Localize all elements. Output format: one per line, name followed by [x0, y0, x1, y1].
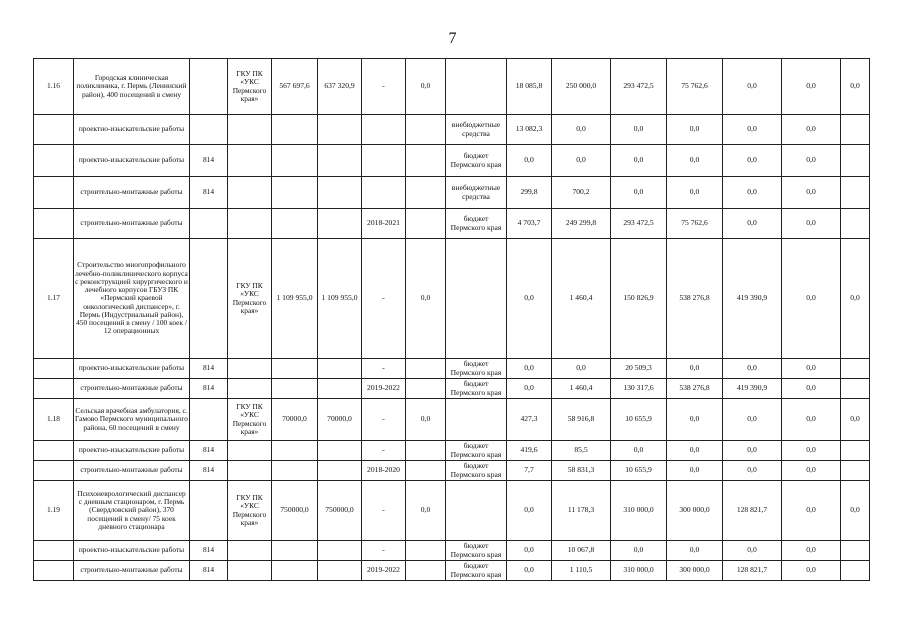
- cell-year-2018: 0,0: [552, 145, 611, 177]
- cell-year-2023: [841, 461, 870, 481]
- cell-year-2017: 18 085,8: [507, 59, 552, 115]
- cell-period: -: [362, 399, 406, 441]
- cell-year-2021: 0,0: [723, 177, 782, 209]
- cell-year-2018: 85,5: [552, 441, 611, 461]
- cell-year-2023: [841, 541, 870, 561]
- cell-year-2019: 293 472,5: [611, 59, 667, 115]
- cell-item-number: 1.16: [34, 59, 74, 115]
- cell-year-2019: 150 826,9: [611, 239, 667, 359]
- cell-year-2020: 0,0: [667, 441, 723, 461]
- cell-item-number: 1.18: [34, 399, 74, 441]
- cell-funding-source: бюджет Пермского края: [446, 359, 507, 379]
- cell-year-2022: 0,0: [782, 561, 841, 581]
- cell-estimated-cost: [272, 177, 318, 209]
- cell-value-h: 0,0: [406, 239, 446, 359]
- cell-item-number: [34, 441, 74, 461]
- cell-year-2022: 0,0: [782, 481, 841, 541]
- cell-cost-limit: [318, 561, 362, 581]
- cell-year-2021: 419 390,9: [723, 239, 782, 359]
- cell-kbk-code: 814: [190, 561, 228, 581]
- cell-object-name: проектно-изыскательские работы: [74, 145, 190, 177]
- cell-year-2017: 0,0: [507, 145, 552, 177]
- cell-kbk-code: 814: [190, 461, 228, 481]
- cell-year-2021: 128 821,7: [723, 561, 782, 581]
- table-row: [34, 561, 870, 581]
- cell-value-h: [406, 209, 446, 239]
- cell-item-number: [34, 541, 74, 561]
- cell-year-2017: 4 703,7: [507, 209, 552, 239]
- budget-table: [33, 58, 870, 581]
- cell-estimated-cost: 750000,0: [272, 481, 318, 541]
- cell-year-2022: 0,0: [782, 239, 841, 359]
- cell-cost-limit: [318, 209, 362, 239]
- cell-year-2019: 0,0: [611, 541, 667, 561]
- cell-year-2020: 75 762,6: [667, 209, 723, 239]
- cell-item-number: [34, 145, 74, 177]
- cell-kbk-code: [190, 239, 228, 359]
- cell-customer: [228, 359, 272, 379]
- cell-cost-limit: 750000,0: [318, 481, 362, 541]
- cell-object-name: проектно-изыскательские работы: [74, 441, 190, 461]
- cell-year-2019: 10 655,9: [611, 399, 667, 441]
- cell-year-2022: 0,0: [782, 541, 841, 561]
- cell-year-2018: 0,0: [552, 359, 611, 379]
- cell-year-2020: 0,0: [667, 145, 723, 177]
- cell-period: -: [362, 481, 406, 541]
- cell-period: -: [362, 441, 406, 461]
- cell-year-2023: [841, 561, 870, 581]
- cell-year-2020: 538 276,8: [667, 239, 723, 359]
- cell-year-2019: 310 000,0: [611, 561, 667, 581]
- cell-estimated-cost: [272, 561, 318, 581]
- cell-year-2020: 0,0: [667, 399, 723, 441]
- cell-year-2022: 0,0: [782, 145, 841, 177]
- cell-year-2017: 299,8: [507, 177, 552, 209]
- cell-funding-source: [446, 481, 507, 541]
- cell-funding-source: бюджет Пермского края: [446, 441, 507, 461]
- cell-period: 2018-2020: [362, 461, 406, 481]
- cell-year-2017: 0,0: [507, 541, 552, 561]
- cell-year-2019: 0,0: [611, 145, 667, 177]
- cell-year-2018: 11 178,3: [552, 481, 611, 541]
- cell-item-number: 1.17: [34, 239, 74, 359]
- cell-kbk-code: 814: [190, 177, 228, 209]
- cell-customer: ГКУ ПК «УКС Пермского края»: [228, 481, 272, 541]
- cell-year-2017: 13 082,3: [507, 115, 552, 145]
- cell-period: [362, 177, 406, 209]
- cell-cost-limit: [318, 441, 362, 461]
- cell-funding-source: бюджет Пермского края: [446, 145, 507, 177]
- cell-year-2021: 0,0: [723, 145, 782, 177]
- table-row: [34, 461, 870, 481]
- cell-object-name: проектно-изыскательские работы: [74, 359, 190, 379]
- cell-kbk-code: [190, 481, 228, 541]
- cell-year-2022: 0,0: [782, 209, 841, 239]
- cell-customer: ГКУ ПК «УКС Пермского края»: [228, 59, 272, 115]
- cell-period: [362, 145, 406, 177]
- cell-year-2021: 419 390,9: [723, 379, 782, 399]
- cell-object-name: проектно-изыскательские работы: [74, 115, 190, 145]
- cell-year-2022: 0,0: [782, 59, 841, 115]
- cell-year-2021: 0,0: [723, 441, 782, 461]
- page-number: 7: [448, 30, 457, 47]
- cell-year-2019: 0,0: [611, 177, 667, 209]
- cell-value-h: [406, 541, 446, 561]
- cell-year-2020: 538 276,8: [667, 379, 723, 399]
- table-row: [34, 239, 870, 359]
- cell-year-2017: 0,0: [507, 239, 552, 359]
- cell-year-2023: [841, 145, 870, 177]
- cell-year-2020: 0,0: [667, 541, 723, 561]
- cell-year-2021: 0,0: [723, 399, 782, 441]
- cell-value-h: [406, 115, 446, 145]
- cell-value-h: [406, 145, 446, 177]
- table-row: [34, 59, 870, 115]
- cell-year-2020: 0,0: [667, 359, 723, 379]
- cell-year-2023: 0,0: [841, 481, 870, 541]
- cell-funding-source: внебюджетные средства: [446, 115, 507, 145]
- cell-customer: [228, 177, 272, 209]
- cell-object-name: Строительство многопрофильного лечебно-поликлинического корпуса с реконструкцией хирургического и лечебного корпусов ГБУЗ ПК «Пермский краевой онкологический диспансер», г. Пермь (Индустриальный район), 450 посещений в смену / 100 коек / 12 операционных: [74, 239, 190, 359]
- cell-year-2018: 0,0: [552, 115, 611, 145]
- cell-object-name: строительно-монтажные работы: [74, 379, 190, 399]
- cell-year-2017: 0,0: [507, 481, 552, 541]
- cell-value-h: [406, 379, 446, 399]
- cell-value-h: [406, 359, 446, 379]
- cell-kbk-code: [190, 115, 228, 145]
- cell-year-2018: 58 916,8: [552, 399, 611, 441]
- cell-item-number: [34, 209, 74, 239]
- cell-object-name: проектно-изыскательские работы: [74, 541, 190, 561]
- cell-kbk-code: 814: [190, 379, 228, 399]
- cell-year-2022: 0,0: [782, 399, 841, 441]
- cell-cost-limit: 1 109 955,0: [318, 239, 362, 359]
- cell-funding-source: [446, 59, 507, 115]
- cell-estimated-cost: [272, 209, 318, 239]
- cell-cost-limit: [318, 177, 362, 209]
- cell-cost-limit: [318, 379, 362, 399]
- cell-funding-source: бюджет Пермского края: [446, 561, 507, 581]
- cell-object-name: строительно-монтажные работы: [74, 461, 190, 481]
- cell-year-2023: [841, 359, 870, 379]
- cell-cost-limit: [318, 359, 362, 379]
- cell-customer: ГКУ ПК «УКС Пермского края»: [228, 399, 272, 441]
- cell-period: 2018-2021: [362, 209, 406, 239]
- cell-year-2021: 0,0: [723, 115, 782, 145]
- cell-customer: [228, 115, 272, 145]
- cell-funding-source: [446, 399, 507, 441]
- cell-estimated-cost: [272, 461, 318, 481]
- table-row: [34, 359, 870, 379]
- cell-cost-limit: [318, 541, 362, 561]
- cell-year-2020: 300 000,0: [667, 481, 723, 541]
- cell-year-2017: 419,6: [507, 441, 552, 461]
- cell-year-2018: 1 460,4: [552, 239, 611, 359]
- cell-year-2023: [841, 441, 870, 461]
- cell-year-2019: 130 317,6: [611, 379, 667, 399]
- cell-value-h: [406, 561, 446, 581]
- cell-object-name: Психоневрологический диспансер с дневным стационаром, г. Пермь (Свердловский район), 370 посещений в смену/ 75 коек дневного стационара: [74, 481, 190, 541]
- cell-object-name: Городская клиническая поликлиника, г. Пермь (Ленинский район), 400 посещений в смену: [74, 59, 190, 115]
- cell-object-name: строительно-монтажные работы: [74, 561, 190, 581]
- cell-estimated-cost: [272, 145, 318, 177]
- cell-estimated-cost: 1 109 955,0: [272, 239, 318, 359]
- cell-year-2021: 0,0: [723, 461, 782, 481]
- cell-funding-source: бюджет Пермского края: [446, 461, 507, 481]
- cell-year-2021: 0,0: [723, 59, 782, 115]
- cell-period: -: [362, 59, 406, 115]
- table-row: [34, 379, 870, 399]
- cell-year-2021: 0,0: [723, 359, 782, 379]
- cell-estimated-cost: [272, 359, 318, 379]
- cell-year-2020: 0,0: [667, 461, 723, 481]
- cell-item-number: [34, 359, 74, 379]
- cell-object-name: строительно-монтажные работы: [74, 177, 190, 209]
- cell-year-2019: 0,0: [611, 115, 667, 145]
- cell-estimated-cost: [272, 379, 318, 399]
- cell-year-2017: 0,0: [507, 561, 552, 581]
- cell-period: -: [362, 359, 406, 379]
- cell-customer: [228, 541, 272, 561]
- cell-value-h: [406, 441, 446, 461]
- cell-year-2018: 700,2: [552, 177, 611, 209]
- cell-period: 2019-2022: [362, 379, 406, 399]
- cell-item-number: [34, 461, 74, 481]
- cell-estimated-cost: [272, 115, 318, 145]
- cell-funding-source: [446, 239, 507, 359]
- cell-cost-limit: [318, 145, 362, 177]
- table-row: [34, 541, 870, 561]
- cell-customer: [228, 209, 272, 239]
- cell-cost-limit: [318, 115, 362, 145]
- cell-year-2017: 0,0: [507, 379, 552, 399]
- cell-year-2020: 0,0: [667, 115, 723, 145]
- cell-year-2021: 0,0: [723, 541, 782, 561]
- table-row: [34, 209, 870, 239]
- cell-year-2018: 58 831,3: [552, 461, 611, 481]
- cell-kbk-code: 814: [190, 441, 228, 461]
- cell-customer: [228, 379, 272, 399]
- cell-period: [362, 115, 406, 145]
- table-row: [34, 481, 870, 541]
- cell-year-2022: 0,0: [782, 379, 841, 399]
- cell-year-2020: 0,0: [667, 177, 723, 209]
- cell-object-name: Сельская врачебная амбулатория, с. Гамово Пермского муниципального района, 60 посещений в смену: [74, 399, 190, 441]
- cell-period: -: [362, 541, 406, 561]
- cell-funding-source: бюджет Пермского края: [446, 379, 507, 399]
- cell-funding-source: бюджет Пермского края: [446, 209, 507, 239]
- cell-year-2022: 0,0: [782, 177, 841, 209]
- cell-year-2017: 7,7: [507, 461, 552, 481]
- cell-year-2023: [841, 115, 870, 145]
- cell-value-h: [406, 461, 446, 481]
- cell-year-2023: 0,0: [841, 399, 870, 441]
- cell-object-name: строительно-монтажные работы: [74, 209, 190, 239]
- cell-item-number: [34, 115, 74, 145]
- cell-year-2019: 20 509,3: [611, 359, 667, 379]
- cell-year-2020: 300 000,0: [667, 561, 723, 581]
- cell-customer: [228, 461, 272, 481]
- cell-year-2023: 0,0: [841, 59, 870, 115]
- cell-year-2023: [841, 379, 870, 399]
- cell-year-2019: 293 472,5: [611, 209, 667, 239]
- cell-year-2023: [841, 177, 870, 209]
- cell-year-2018: 10 067,8: [552, 541, 611, 561]
- cell-year-2018: 250 000,0: [552, 59, 611, 115]
- cell-year-2019: 0,0: [611, 441, 667, 461]
- table-row: [34, 145, 870, 177]
- cell-year-2017: 427,3: [507, 399, 552, 441]
- table-row: [34, 399, 870, 441]
- cell-cost-limit: 637 320,9: [318, 59, 362, 115]
- cell-value-h: 0,0: [406, 399, 446, 441]
- cell-year-2020: 75 762,6: [667, 59, 723, 115]
- cell-period: 2019-2022: [362, 561, 406, 581]
- cell-cost-limit: [318, 461, 362, 481]
- table-row: [34, 441, 870, 461]
- cell-year-2022: 0,0: [782, 359, 841, 379]
- table-row: [34, 177, 870, 209]
- cell-year-2023: [841, 209, 870, 239]
- cell-customer: [228, 145, 272, 177]
- cell-cost-limit: 70000,0: [318, 399, 362, 441]
- cell-customer: ГКУ ПК «УКС Пермского края»: [228, 239, 272, 359]
- cell-year-2022: 0,0: [782, 115, 841, 145]
- cell-year-2021: 128 821,7: [723, 481, 782, 541]
- cell-year-2022: 0,0: [782, 461, 841, 481]
- cell-year-2021: 0,0: [723, 209, 782, 239]
- cell-year-2017: 0,0: [507, 359, 552, 379]
- cell-estimated-cost: 567 697,6: [272, 59, 318, 115]
- cell-kbk-code: [190, 59, 228, 115]
- cell-kbk-code: [190, 399, 228, 441]
- cell-kbk-code: 814: [190, 359, 228, 379]
- cell-customer: [228, 441, 272, 461]
- cell-item-number: [34, 561, 74, 581]
- cell-item-number: [34, 379, 74, 399]
- cell-year-2019: 10 655,9: [611, 461, 667, 481]
- cell-year-2018: 249 299,8: [552, 209, 611, 239]
- cell-value-h: 0,0: [406, 481, 446, 541]
- cell-year-2018: 1 110,5: [552, 561, 611, 581]
- cell-item-number: 1.19: [34, 481, 74, 541]
- cell-year-2023: 0,0: [841, 239, 870, 359]
- cell-item-number: [34, 177, 74, 209]
- cell-funding-source: внебюджетные средства: [446, 177, 507, 209]
- table-row: [34, 115, 870, 145]
- cell-kbk-code: 814: [190, 145, 228, 177]
- cell-year-2022: 0,0: [782, 441, 841, 461]
- cell-value-h: [406, 177, 446, 209]
- cell-kbk-code: [190, 209, 228, 239]
- cell-year-2018: 1 460,4: [552, 379, 611, 399]
- cell-value-h: 0,0: [406, 59, 446, 115]
- cell-estimated-cost: [272, 441, 318, 461]
- cell-customer: [228, 561, 272, 581]
- cell-estimated-cost: 70000,0: [272, 399, 318, 441]
- cell-year-2019: 310 000,0: [611, 481, 667, 541]
- cell-kbk-code: 814: [190, 541, 228, 561]
- cell-funding-source: бюджет Пермского края: [446, 541, 507, 561]
- cell-period: -: [362, 239, 406, 359]
- cell-estimated-cost: [272, 541, 318, 561]
